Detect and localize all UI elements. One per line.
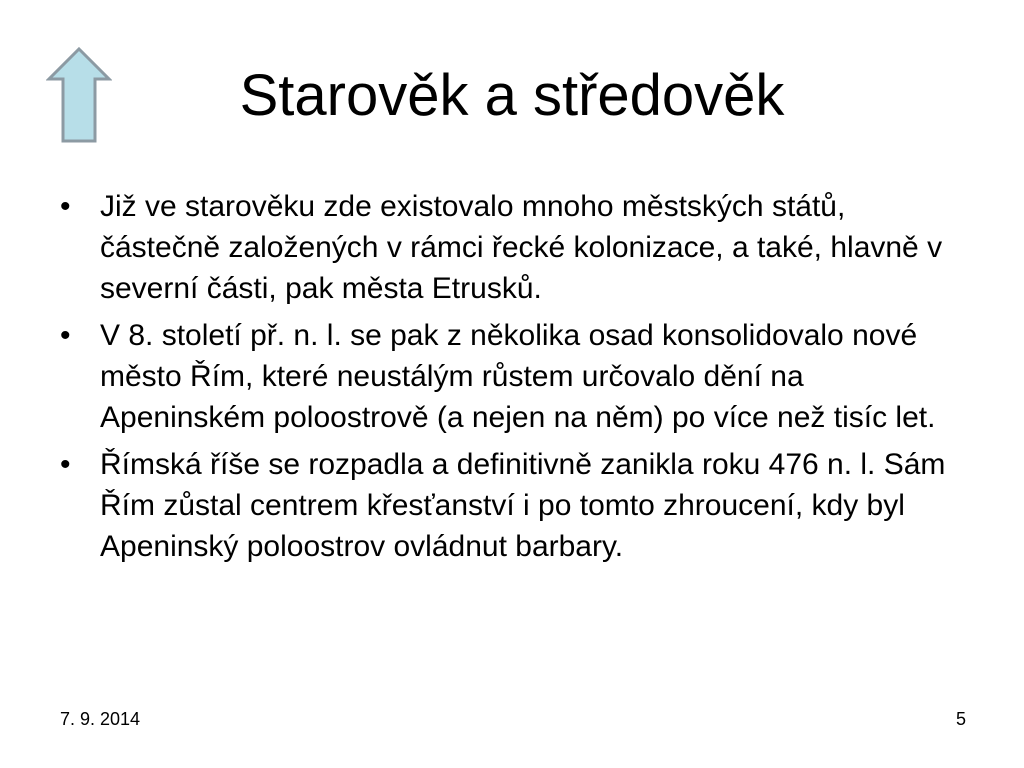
bullet-item [60, 444, 970, 567]
footer-date: 7. 9. 2014 [60, 709, 141, 729]
bullet-list [60, 186, 970, 573]
bullet-item [60, 186, 970, 309]
bullet-symbol: • [60, 319, 71, 352]
bullet-text: Již ve starověku zde existovalo mnoho městských států, částečně založených v rámci řecké kolonizace, a také, hlavně v severní části, pak města Etrusků. [100, 190, 943, 305]
slide-title: Starověk a středověk [239, 63, 785, 128]
bullet-text: V 8. století př. n. l. se pak z několika osad konsolidovalo nové město Řím, které neustálým růstem určovalo dění na Apeninském poloostrově (a nejen na něm) po více než tisíc let. [100, 319, 936, 434]
bullet-symbol: • [60, 448, 71, 481]
bullet-text: Římská říše se rozpadla a definitivně zanikla roku 476 n. l. Sám Řím zůstal centrem křesťanství i po tomto zhroucení, kdy byl Apeninský poloostrov ovládnut barbary. [100, 448, 946, 563]
bullet-symbol: • [60, 190, 71, 223]
bullet-item [60, 315, 970, 438]
page-number: 5 [955, 709, 966, 729]
